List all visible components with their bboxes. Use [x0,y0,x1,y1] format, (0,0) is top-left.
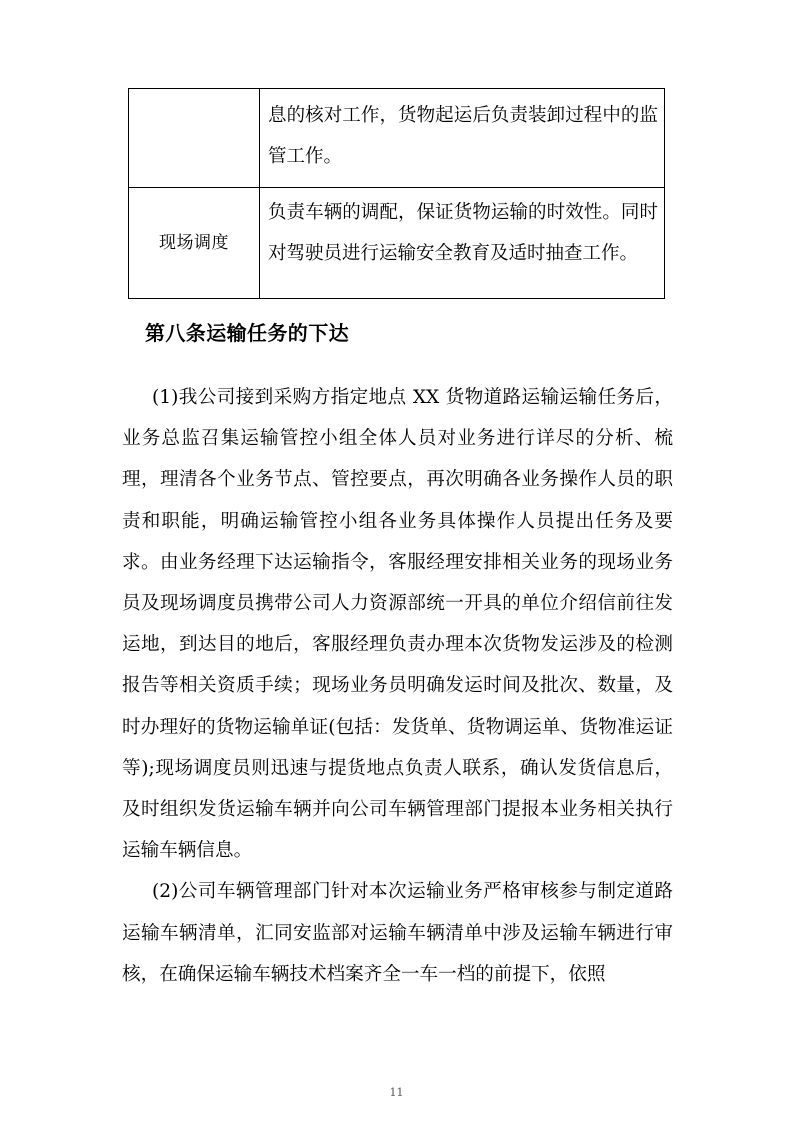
table-cell-role-label [129,89,260,188]
role-description-row1: 息的核对工作，货物起运后负责装卸过程中的监管工作。 [268,105,658,167]
body-content [122,377,673,995]
paragraph-1: (1)我公司接到采购方指定地点 XX 货物道路运输运输任务后，业务总监召集运输管控小组全体人员对业务进行详尽的分析、梳理，理清各个业务节点、管控要点，再次明确各业务操作人员的职责和职能，明确运输管控小组各业务具体操作人员提出任务及要求。由业务经理下达运输指令，客服经理安排相关业务的现场业务员及现场调度员携带公司人力资源部统一开具的单位介绍信前往发运地，到达目的地后，客服经理负责办理本次货物发运涉及的检测报告等相关资质手续；现场业务员明确发运时间及批次、数量，及时办理好的货物运输单证(包括：发货单、货物调运单、货物准运证等);现场调度员则迅速与提货地点负责人联系，确认发货信息后，及时组织发货运输车辆并向公司车辆管理部门提报本业务相关执行运输车辆信息。 [122,387,673,862]
page-number: 11 [389,1086,404,1099]
table-row [129,89,665,188]
table-cell-role-description [260,188,665,299]
table-row [129,188,665,299]
role-description-row2: 负责车辆的调配，保证货物运输的时效性。同时对驾驶员进行运输安全教育及适时抽查工作。 [268,202,658,264]
section-heading: 第八条运输任务的下达 [145,321,349,345]
table-cell-role-label [129,188,260,299]
paragraph-2: (2)公司车辆管理部门针对本次运输业务严格审核参与制定道路运输车辆清单，汇同安监部对运输车辆清单中涉及运输车辆进行审核，在确保运输车辆技术档案齐全一车一档的前提下，依照 [122,881,673,985]
role-label-row2: 现场调度 [159,232,229,253]
table-cell-role-description [260,89,665,188]
responsibilities-table [128,88,665,299]
